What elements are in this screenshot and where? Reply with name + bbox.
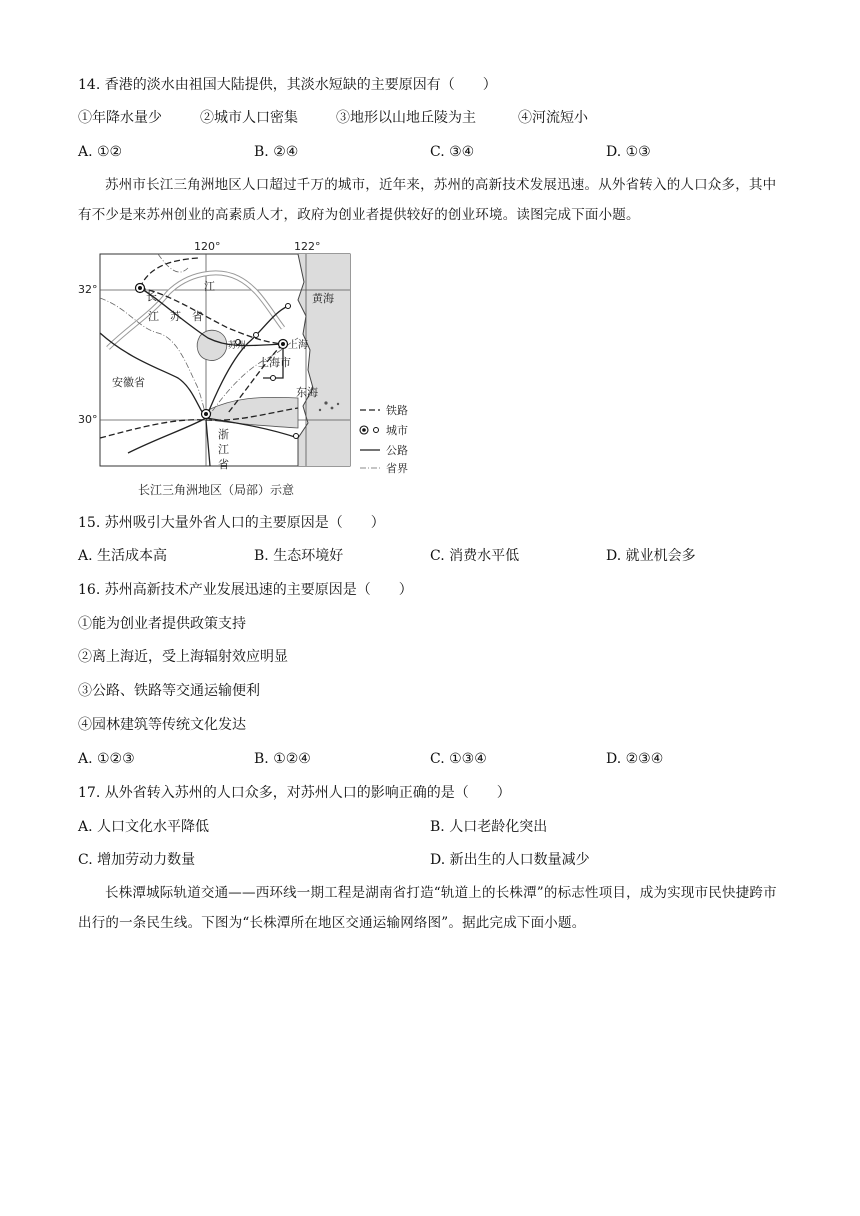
passage-changzhutan: 长株潭城际轨道交通——西环线一期工程是湖南省打造“轨道上的长株潭”的标志性项目，成为实现市民快捷跨市出行的一条民生线。下图为“长株潭所在地区交通运输网络图”。据此完成下面小题。 <box>78 885 777 931</box>
label-donghai: 东海 <box>296 386 318 399</box>
q14-item-4: ④河流短小 <box>518 110 588 126</box>
q14-option-c: C. ③④ <box>430 144 475 160</box>
q16-stem: 16. 苏州高新技术产业发展迅速的主要原因是（ ） <box>78 582 413 598</box>
q16-item-4: ④园林建筑等传统文化发达 <box>78 717 246 733</box>
label-jiang2: 江 <box>218 443 229 456</box>
q15-option-b: B. 生态环境好 <box>254 548 344 564</box>
q14-option-d: D. ①③ <box>606 144 651 160</box>
q16-option-b: B. ①②④ <box>254 751 311 767</box>
legend-railway: 铁路 <box>386 404 408 417</box>
label-shanghai: 上海 <box>288 340 308 351</box>
lat-label-30: 30° <box>78 413 98 426</box>
q17-option-c: C. 增加劳动力数量 <box>78 852 196 868</box>
label-sheng: 省 <box>218 458 229 471</box>
q17-option-b: B. 人口老龄化突出 <box>430 819 548 835</box>
label-huanghai: 黄海 <box>312 292 334 305</box>
q15-option-d: D. 就业机会多 <box>606 548 696 564</box>
label-jiangsu: 江 苏 省 <box>148 310 203 323</box>
label-zhe: 浙 <box>218 428 229 441</box>
q14-option-a: A. ①② <box>78 144 123 160</box>
label-anhui: 安徽省 <box>112 376 145 389</box>
q16-item-2: ②离上海近，受上海辐射效应明显 <box>78 649 288 665</box>
q14-option-b: B. ②④ <box>254 144 299 160</box>
q16-item-1: ①能为创业者提供政策支持 <box>78 616 246 632</box>
q17-stem: 17. 从外省转入苏州的人口众多，对苏州人口的影响正确的是（ ） <box>78 785 511 801</box>
label-chang: 长 <box>146 290 157 303</box>
q16-option-d: D. ②③④ <box>606 751 664 767</box>
yangtze-delta-map <box>78 238 458 500</box>
q14-item-2: ②城市人口密集 <box>200 110 298 126</box>
lat-label-32: 32° <box>78 283 98 296</box>
q16-option-a: A. ①②③ <box>78 751 135 767</box>
q15-stem: 15. 苏州吸引大量外省人口的主要原因是（ ） <box>78 515 385 531</box>
q15-option-a: A. 生活成本高 <box>78 548 168 564</box>
label-shanghai-city: 上海市 <box>258 356 291 369</box>
q14-item-1: ①年降水量少 <box>78 110 162 126</box>
q17-option-a: A. 人口文化水平降低 <box>78 819 210 835</box>
q15-option-c: C. 消费水平低 <box>430 548 520 564</box>
q17-option-d: D. 新出生的人口数量减少 <box>430 852 590 868</box>
legend-highway: 公路 <box>386 444 408 457</box>
map-caption: 长江三角洲地区（局部）示意 <box>138 483 295 497</box>
passage-suzhou: 苏州市长江三角洲地区人口超过千万的城市，近年来，苏州的高新技术发展迅速。从外省转入的人口众多，其中有不少是来苏州创业的高素质人才，政府为创业者提供较好的创业环境。读图完成下面小题。 <box>78 177 777 223</box>
q16-item-3: ③公路、铁路等交通运输便利 <box>78 683 260 699</box>
lon-label-122: 122° <box>294 240 321 253</box>
lon-label-120: 120° <box>194 240 221 253</box>
q16-option-c: C. ①③④ <box>430 751 487 767</box>
q14-item-3: ③地形以山地丘陵为主 <box>336 110 476 126</box>
legend-city: 城市 <box>386 424 408 437</box>
q14-stem: 14. 香港的淡水由祖国大陆提供，其淡水短缺的主要原因有（ ） <box>78 77 497 93</box>
label-suzhou: 苏州 <box>228 341 247 351</box>
legend-province-border: 省界 <box>386 462 408 475</box>
map-legend <box>360 403 408 475</box>
label-jiang: 江 <box>204 280 215 293</box>
